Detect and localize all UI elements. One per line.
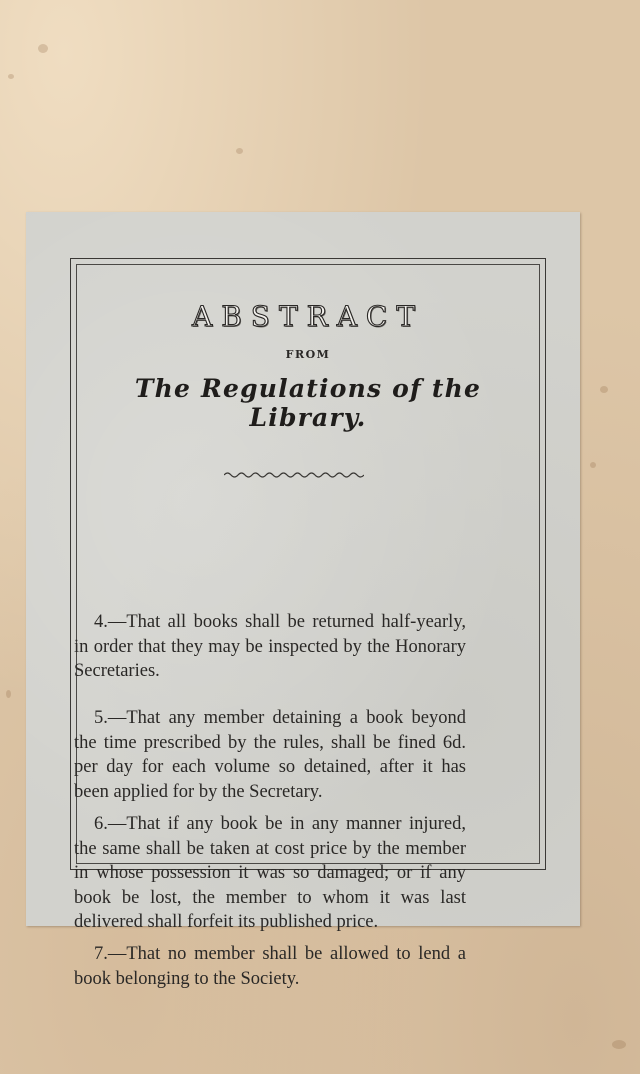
rule-4-paragraph: 4.—That all books shall be returned half-yearly, in order that they may be inspected by the Honorary Secretaries.	[74, 612, 466, 681]
rule-5-paragraph: 5.—That any member detaining a book beyond the time prescribed by the rules, shall be fined 6d. per day for each volume so detained, after it has been applied for by the Secretary.	[74, 708, 466, 802]
from-label: FROM	[285, 348, 331, 361]
foxing-spot	[8, 74, 14, 79]
rule-6-paragraph: 6.—That if any book be in any manner injured, the same shall be taken at cost price by the member in whose possession it was so damaged; or if any book be lost, the member to whom it was last delivered shall forfeit its published price.	[74, 814, 466, 932]
foxing-spot	[38, 44, 48, 53]
foxing-spot	[6, 690, 11, 698]
pasted-notice-slip	[26, 212, 580, 989]
foxing-spot	[236, 148, 243, 154]
foxing-spot	[600, 386, 608, 393]
ornamental-divider	[224, 470, 364, 480]
rule-7-paragraph: 7.—That no member shall be allowed to lend a book belonging to the Society.	[74, 944, 466, 989]
abstract-heading: ABSTRACT	[191, 300, 425, 333]
foxing-spot	[612, 1040, 626, 1049]
foxing-spot	[590, 462, 596, 468]
regulations-subtitle: The Regulations of the Library.	[134, 374, 482, 432]
